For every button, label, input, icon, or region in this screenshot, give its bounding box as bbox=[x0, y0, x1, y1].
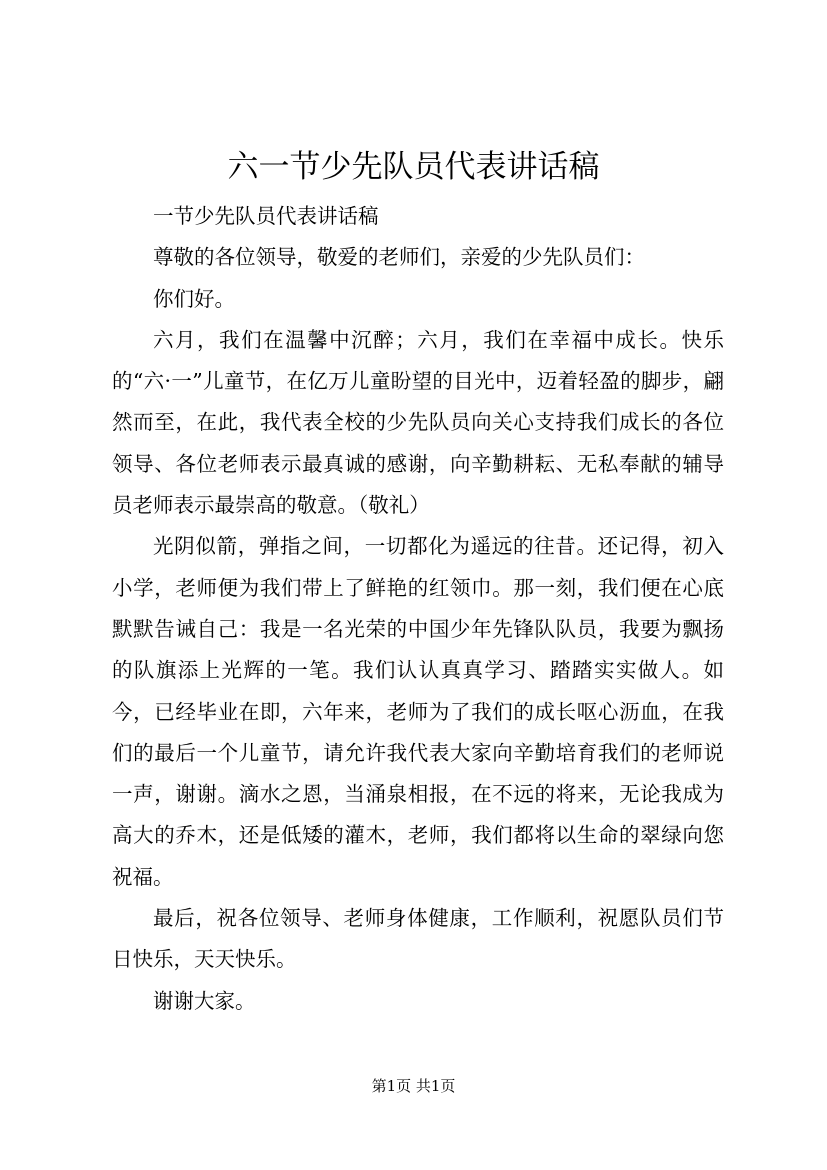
page-footer: 第1页 共1页 bbox=[371, 1077, 456, 1095]
document-body bbox=[112, 196, 724, 1022]
document-title: 六一节少先队员代表讲话稿 bbox=[227, 149, 600, 185]
paragraph-june: 六月，我们在温馨中沉醉；六月，我们在幸福中成长。快乐的“六·一”儿童节，在亿万儿童盼望的目光中，迈着轻盈的脚步，翩然而至，在此，我代表全校的少先队员向关心支持我们成长的各位领导、各位老师表示最真诚的感谢，向辛勤耕耘、无私奉献的辅导员老师表示最崇高的敬意。（敬礼） bbox=[112, 327, 724, 518]
paragraph-subtitle: 一节少先队员代表讲话稿 bbox=[153, 204, 379, 228]
paragraph-thanks: 谢谢大家。 bbox=[153, 988, 256, 1013]
paragraph-wishes: 最后，祝各位领导、老师身体健康，工作顺利，祝愿队员们节日快乐，天天快乐。 bbox=[112, 906, 724, 972]
paragraph-greeting: 你们好。 bbox=[153, 286, 235, 311]
paragraph-memories: 光阴似箭，弹指之间，一切都化为遥远的往昔。还记得，初入小学，老师便为我们带上了鲜艳的红领巾。那一刻，我们便在心底默默告诫自己：我是一名光荣的中国少年先锋队队员，我要为飘扬的队旗添上光辉的一笔。我们认认真真学习、踏踏实实做人。如今，已经毕业在即，六年来，老师为了我们的成长呕心沥血，在我们的最后一个儿童节，请允许我代表大家向辛勤培育我们的老师说一声，谢谢。滴水之恩，当涌泉相报，在不远的将来，无论我成为高大的乔木，还是低矮的灌木，老师，我们都将以生命的翠绿向您祝福。 bbox=[112, 534, 724, 889]
paragraph-salutation: 尊敬的各位领导，敬爱的老师们，亲爱的少先队员们： bbox=[153, 245, 645, 270]
